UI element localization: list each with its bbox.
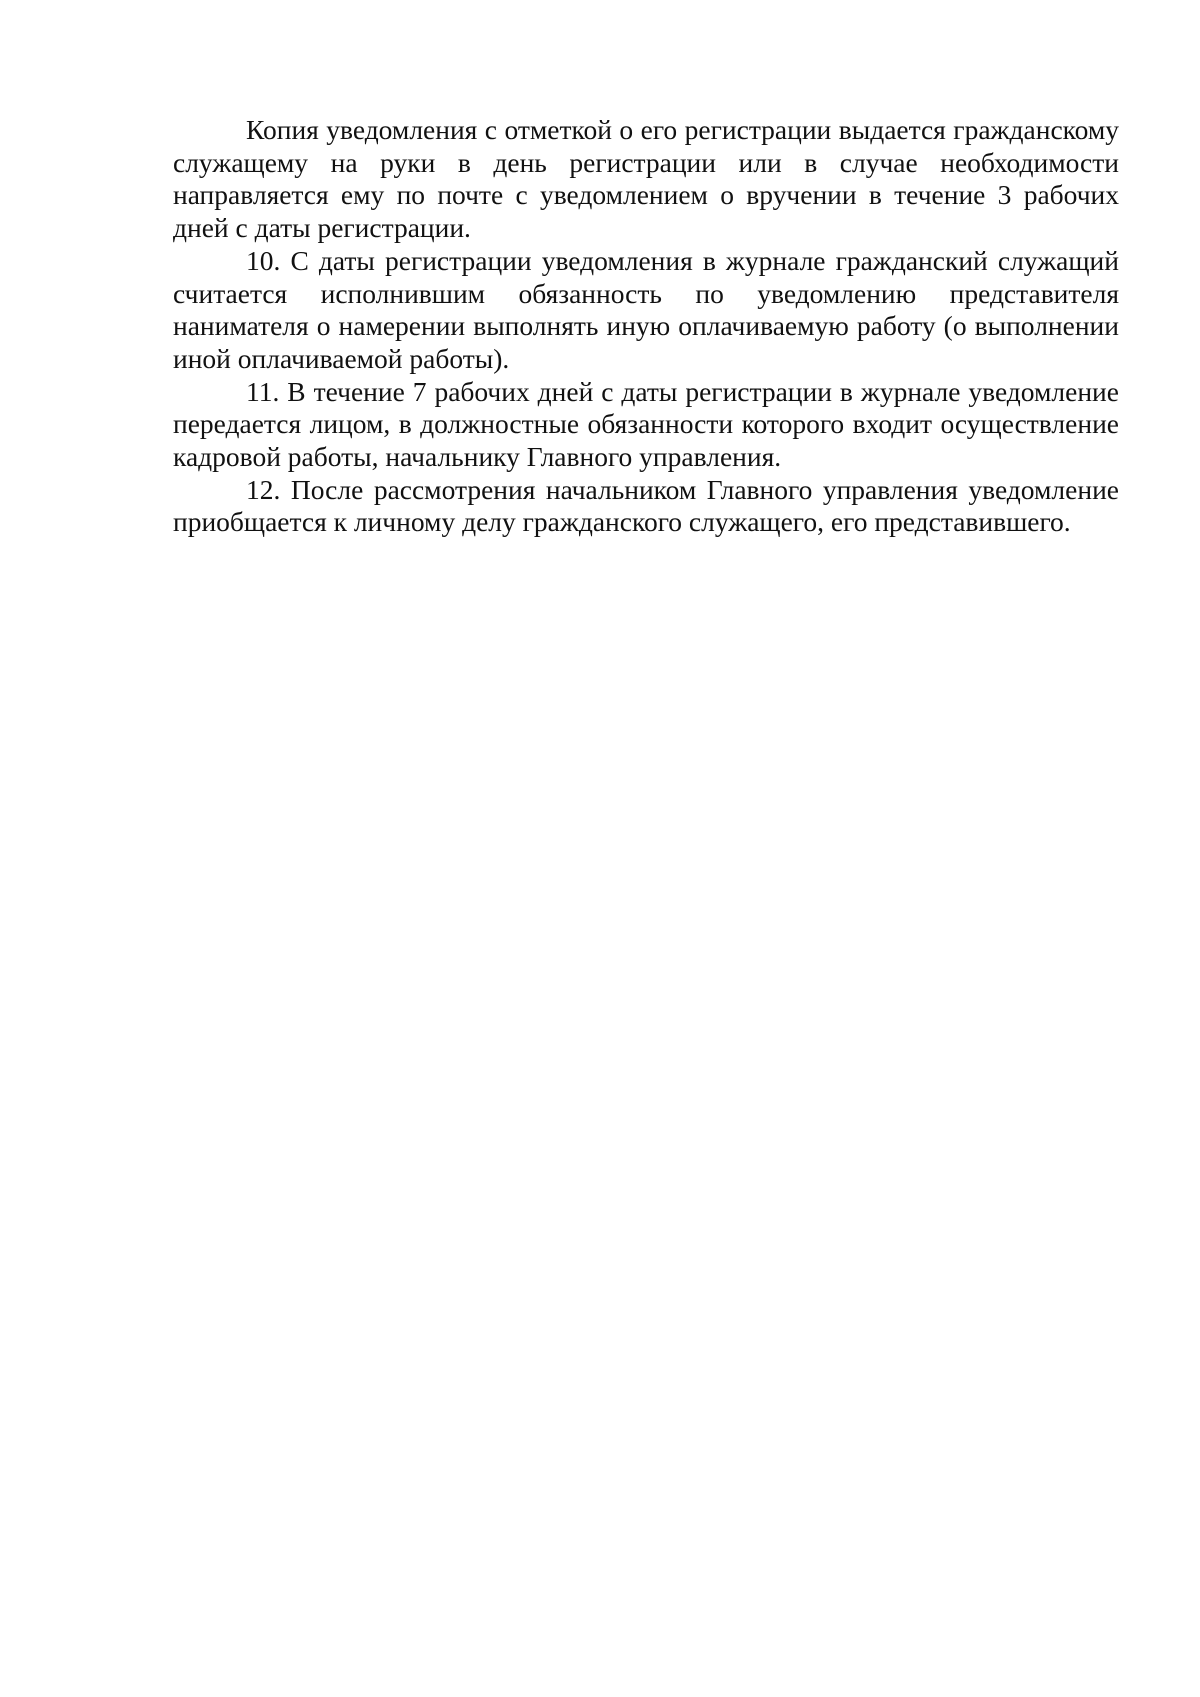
paragraph-10: 10. С даты регистрации уведомления в журнале гражданский служащий считается исполнившим обязанность по уведомлению представителя нанимателя о намерении выполнять иную оплачиваемую работу (о выполнении иной оплачиваемой работы). <box>173 244 1119 374</box>
paragraph-12: 12. После рассмотрения начальником Главного управления уведомление приобщается к личному делу гражданского служащего, его представившего. <box>173 473 1119 538</box>
paragraph-copy-of-notice: Копия уведомления с отметкой о его регистрации выдается гражданскому служащему на руки в день регистрации или в случае необходимости направляется ему по почте с уведомлением о вручении в течение 3 рабочих дней с даты регистрации. <box>173 114 1119 244</box>
document-body <box>173 114 1119 539</box>
paragraph-11: 11. В течение 7 рабочих дней с даты регистрации в журнале уведомление передается лицом, в должностные обязанности которого входит осуществление кадровой работы, начальнику Главного управления. <box>173 375 1119 473</box>
